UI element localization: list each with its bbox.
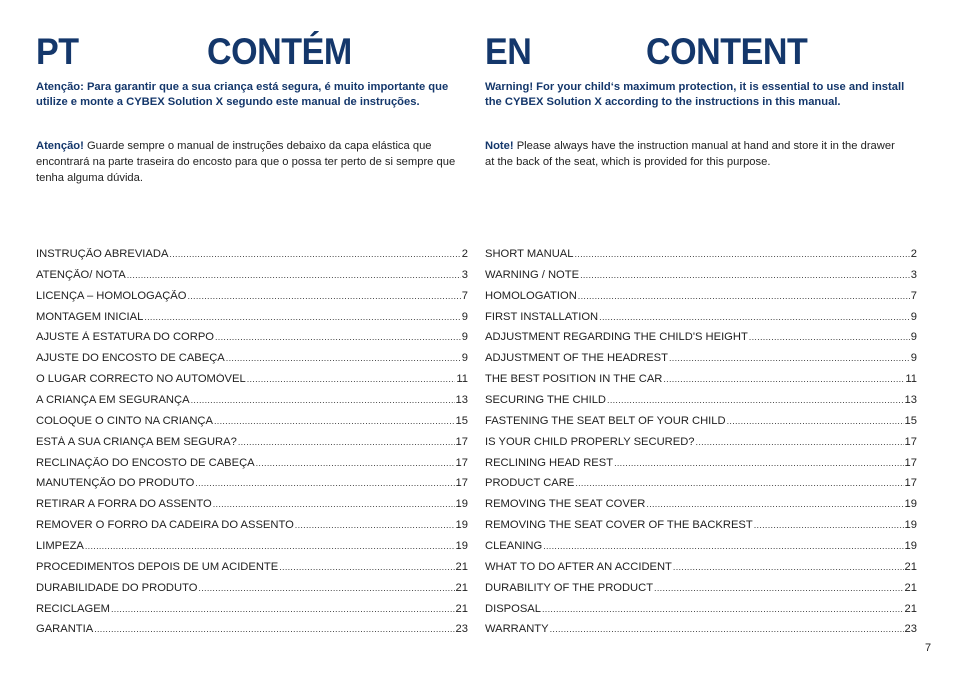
- toc-dot-leader: [575, 478, 903, 488]
- toc-entry-title: AJUSTE À ESTATURA DO CORPO: [36, 331, 214, 344]
- toc-entry: [36, 290, 468, 311]
- toc-entry-title: REMOVING THE SEAT COVER OF THE BACKREST: [485, 519, 753, 532]
- toc-dot-leader: [607, 395, 904, 405]
- toc-entry: [485, 561, 917, 582]
- toc-dot-leader: [614, 458, 903, 468]
- toc-entry-page: 23: [455, 623, 468, 636]
- toc-dot-leader: [580, 270, 910, 280]
- toc-entry: [36, 311, 468, 332]
- toc-entry-title: COLOQUE O CINTO NA CRIANÇA: [36, 414, 213, 427]
- toc-dot-leader: [574, 249, 909, 259]
- toc-entry: [36, 373, 468, 394]
- toc-entry-page: 17: [455, 435, 468, 448]
- toc-entry: [485, 623, 917, 644]
- toc-entry-title: WARRANTY: [485, 623, 549, 636]
- page-number: 7: [925, 642, 932, 654]
- toc-entry: [485, 436, 917, 457]
- toc-entry-page: 7: [910, 289, 917, 302]
- toc-dot-leader: [543, 541, 903, 551]
- toc-entry: [485, 394, 917, 415]
- toc-entry-page: 17: [904, 456, 917, 469]
- table-of-contents-pt: [36, 248, 468, 644]
- toc-entry-page: 9: [910, 310, 917, 323]
- toc-entry-page: 19: [904, 540, 917, 553]
- toc-entry-title: AJUSTE DO ENCOSTO DE CABEÇA: [36, 352, 225, 365]
- toc-entry-title: THE BEST POSITION IN THE CAR: [485, 373, 663, 386]
- toc-entry: [36, 394, 468, 415]
- toc-entry: [485, 269, 917, 290]
- toc-entry: [485, 457, 917, 478]
- toc-entry-page: 9: [461, 352, 468, 365]
- toc-entry-page: 9: [461, 310, 468, 323]
- toc-entry-page: 21: [904, 602, 917, 615]
- toc-entry-title: DISPOSAL: [485, 602, 541, 615]
- toc-entry-page: 9: [461, 331, 468, 344]
- toc-dot-leader: [215, 332, 461, 342]
- toc-entry-page: 17: [455, 456, 468, 469]
- toc-entry-page: 19: [455, 540, 468, 553]
- toc-dot-leader: [214, 416, 455, 426]
- toc-entry-page: 21: [904, 581, 917, 594]
- toc-dot-leader: [727, 416, 904, 426]
- toc-entry-page: 3: [461, 268, 468, 281]
- toc-dot-leader: [226, 353, 461, 363]
- toc-entry-title: SHORT MANUAL: [485, 248, 574, 260]
- toc-entry: [485, 498, 917, 519]
- toc-entry-title: HOMOLOGATION: [485, 289, 577, 302]
- toc-entry-title: RETIRAR A FORRA DO ASSENTO: [36, 498, 212, 511]
- toc-dot-leader: [669, 353, 910, 363]
- toc-dot-leader: [169, 249, 460, 259]
- toc-dot-leader: [599, 312, 910, 322]
- toc-entry: [485, 373, 917, 394]
- toc-entry-page: 17: [904, 435, 917, 448]
- table-of-contents-en: [485, 248, 917, 644]
- note-paragraph-pt: [36, 138, 456, 186]
- toc-entry: [36, 457, 468, 478]
- toc-entry-page: 11: [456, 373, 468, 386]
- toc-dot-leader: [646, 499, 903, 509]
- toc-entry-page: 21: [455, 560, 468, 573]
- toc-entry-page: 21: [904, 560, 917, 573]
- toc-entry-title: INSTRUÇÃO ABREVIADA: [36, 248, 169, 260]
- toc-entry-page: 21: [455, 581, 468, 594]
- toc-entry: [485, 582, 917, 603]
- toc-entry: [36, 477, 468, 498]
- toc-entry-title: CLEANING: [485, 540, 543, 553]
- toc-entry: [36, 623, 468, 644]
- section-header-pt: [36, 30, 468, 74]
- toc-dot-leader: [673, 562, 904, 572]
- toc-entry-page: 9: [910, 331, 917, 344]
- toc-entry-title: REMOVER O FORRO DA CADEIRA DO ASSENTO: [36, 519, 294, 532]
- warning-paragraph-en: Warning! For your child‘s maximum protection, it is essential to use and install the CYBEX Solution X according to the instructions in this manual.: [485, 81, 905, 108]
- toc-entry-page: 17: [455, 477, 468, 490]
- toc-dot-leader: [696, 437, 904, 447]
- toc-entry-page: 15: [455, 414, 468, 427]
- toc-entry-page: 19: [455, 498, 468, 511]
- toc-entry-title: GARANTIA: [36, 623, 94, 636]
- toc-entry-page: 19: [904, 519, 917, 532]
- toc-entry: [485, 415, 917, 436]
- toc-entry-page: 19: [455, 519, 468, 532]
- toc-entry-page: 13: [455, 394, 468, 407]
- toc-entry-title: MONTAGEM INICIAL: [36, 310, 144, 323]
- toc-dot-leader: [279, 562, 454, 572]
- toc-entry: [485, 352, 917, 373]
- toc-dot-leader: [127, 270, 461, 280]
- toc-entry-title: ADJUSTMENT REGARDING THE CHILD'S HEIGHT: [485, 331, 748, 344]
- toc-entry-title: DURABILITY OF THE PRODUCT: [485, 581, 654, 594]
- toc-dot-leader: [213, 499, 455, 509]
- toc-dot-leader: [749, 332, 910, 342]
- section-title-pt: CONTÉM: [207, 31, 352, 72]
- toc-entry-title: FIRST INSTALLATION: [485, 310, 599, 323]
- toc-entry-title: MANUTENÇÃO DO PRODUTO: [36, 477, 195, 490]
- toc-entry-title: IS YOUR CHILD PROPERLY SECURED?: [485, 435, 695, 448]
- toc-entry-page: 11: [905, 373, 917, 386]
- toc-entry-title: RECLINAÇÃO DO ENCOSTO DE CABEÇA: [36, 456, 255, 469]
- toc-dot-leader: [94, 624, 454, 634]
- toc-dot-leader: [542, 604, 904, 614]
- toc-entry-page: 3: [910, 268, 917, 281]
- toc-dot-leader: [295, 520, 455, 530]
- language-code-pt: PT: [36, 31, 79, 72]
- toc-entry: [485, 603, 917, 624]
- toc-dot-leader: [111, 604, 455, 614]
- toc-entry: [36, 331, 468, 352]
- toc-entry-page: 2: [461, 248, 468, 260]
- toc-entry-page: 17: [904, 477, 917, 490]
- toc-entry: [36, 498, 468, 519]
- section-title-en: CONTENT: [646, 31, 808, 72]
- toc-entry: [485, 519, 917, 540]
- toc-dot-leader: [550, 624, 904, 634]
- toc-dot-leader: [85, 541, 455, 551]
- toc-entry-page: 2: [910, 248, 917, 260]
- toc-entry-title: RECICLAGEM: [36, 602, 110, 615]
- toc-entry: [36, 269, 468, 290]
- toc-entry: [36, 248, 468, 269]
- toc-entry-title: WHAT TO DO AFTER AN ACCIDENT: [485, 560, 672, 573]
- toc-entry: [485, 477, 917, 498]
- note-paragraph-en: [485, 138, 905, 170]
- toc-entry-title: A CRIANÇA EM SEGURANÇA: [36, 394, 190, 407]
- note-text-pt: Guarde sempre o manual de instruções debaixo da capa elástica que encontrará na parte traseira do encosto para que o possa ter perto de si sempre que tenha alguma dúvida.: [36, 140, 456, 184]
- toc-entry-title: O LUGAR CORRECTO NO AUTOMÓVEL: [36, 373, 246, 386]
- toc-entry-title: RECLINING HEAD REST: [485, 456, 614, 469]
- toc-entry-page: 15: [904, 414, 917, 427]
- toc-dot-leader: [187, 291, 460, 301]
- toc-entry-title: ATENÇÃO/ NOTA: [36, 268, 126, 281]
- toc-dot-leader: [654, 583, 904, 593]
- toc-entry-page: 19: [904, 498, 917, 511]
- toc-entry-title: FASTENING THE SEAT BELT OF YOUR CHILD: [485, 414, 726, 427]
- toc-entry: [485, 311, 917, 332]
- toc-entry: [36, 352, 468, 373]
- toc-entry-title: SECURING THE CHILD: [485, 394, 607, 407]
- toc-entry-title: ESTÁ A SUA CRIANÇA BEM SEGURA?: [36, 435, 237, 448]
- toc-entry-title: PROCEDIMENTOS DEPOIS DE UM ACIDENTE: [36, 560, 279, 573]
- toc-entry-title: PRODUCT CARE: [485, 477, 575, 490]
- toc-entry-title: REMOVING THE SEAT COVER: [485, 498, 646, 511]
- toc-entry: [36, 540, 468, 561]
- toc-entry-title: LICENÇA – HOMOLOGAÇÃO: [36, 289, 187, 302]
- note-text-en: Please always have the instruction manual at hand and store it in the drawer at the back of the seat, which is provided for this purpose.: [485, 140, 895, 168]
- toc-entry-title: WARNING / NOTE: [485, 268, 580, 281]
- toc-entry: [36, 436, 468, 457]
- toc-entry-page: 9: [910, 352, 917, 365]
- toc-entry: [485, 248, 917, 269]
- toc-entry-title: LIMPEZA: [36, 540, 84, 553]
- note-lead-en: Note!: [485, 140, 514, 152]
- language-code-en: EN: [485, 31, 532, 72]
- toc-entry-page: 21: [455, 602, 468, 615]
- toc-entry: [36, 415, 468, 436]
- toc-dot-leader: [754, 520, 904, 530]
- toc-entry: [36, 582, 468, 603]
- toc-dot-leader: [256, 458, 455, 468]
- toc-dot-leader: [191, 395, 455, 405]
- toc-entry-page: 13: [904, 394, 917, 407]
- toc-entry: [36, 519, 468, 540]
- toc-entry-title: ADJUSTMENT OF THE HEADREST: [485, 352, 668, 365]
- toc-dot-leader: [195, 478, 454, 488]
- toc-dot-leader: [198, 583, 454, 593]
- toc-dot-leader: [247, 374, 456, 384]
- warning-paragraph-pt: Atenção: Para garantir que a sua criança está segura, é muito importante que utilize e monte a CYBEX Solution X segundo este manual de instruções.: [36, 81, 449, 108]
- toc-entry-title: DURABILIDADE DO PRODUTO: [36, 581, 198, 594]
- toc-entry: [36, 603, 468, 624]
- section-header-en: [485, 30, 917, 74]
- toc-dot-leader: [238, 437, 455, 447]
- toc-entry-page: 23: [904, 623, 917, 636]
- toc-dot-leader: [144, 312, 460, 322]
- toc-entry: [485, 331, 917, 352]
- toc-entry-page: 7: [461, 289, 468, 302]
- toc-entry: [485, 540, 917, 561]
- note-lead-pt: Atenção!: [36, 140, 84, 152]
- toc-entry: [36, 561, 468, 582]
- toc-dot-leader: [578, 291, 910, 301]
- toc-entry: [485, 290, 917, 311]
- toc-dot-leader: [663, 374, 904, 384]
